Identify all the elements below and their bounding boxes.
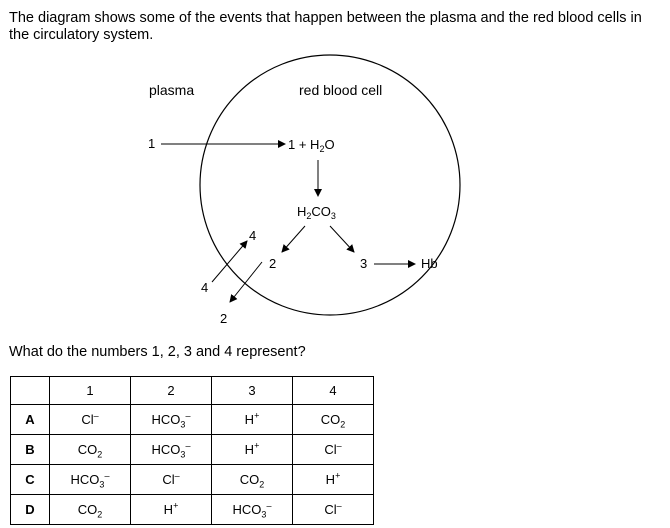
question-text: What do the numbers 1, 2, 3 and 4 represent? (9, 344, 306, 360)
option-label: D (11, 495, 50, 525)
number-2-inner-label: 2 (269, 256, 277, 271)
formula-base: Cl (162, 472, 175, 487)
formula-superscript: + (335, 470, 341, 481)
answer-table-header-row (11, 377, 374, 405)
answer-cell (131, 495, 212, 525)
number-4-outer-label: 4 (201, 280, 209, 295)
answer-row-d (11, 495, 374, 525)
formula-base: HCO (70, 472, 100, 487)
answer-cell (131, 405, 212, 435)
answer-table (10, 376, 374, 525)
formula-base: CO (77, 502, 98, 517)
answer-cell (212, 435, 293, 465)
formula-subscript: 2 (97, 449, 103, 460)
formula-base: CO (239, 472, 260, 487)
formula-superscript: – (185, 410, 191, 421)
formula-superscript: – (185, 440, 191, 451)
formula-superscript: – (266, 500, 272, 511)
answer-row-c (11, 465, 374, 495)
answer-cell (212, 405, 293, 435)
arrow-4-into-cell (212, 241, 247, 282)
formula-subscript: 3 (180, 449, 186, 460)
formula-base: HCO (232, 502, 262, 517)
formula-base: Cl (324, 442, 337, 457)
arrow-2-out-of-cell (230, 262, 262, 302)
intro-text: The diagram shows some of the events that happen between the plasma and the red blood cells in the circulatory system. (9, 10, 642, 43)
formula-superscript: + (254, 440, 260, 451)
number-2-outer-label: 2 (220, 311, 228, 326)
answer-row-b (11, 435, 374, 465)
formula-superscript: + (173, 500, 179, 511)
formula-base: CO (77, 442, 98, 457)
carbonic-acid-label: $H_2CO_3$ (297, 204, 336, 221)
formula-base: HCO (151, 412, 181, 427)
reactants-label: $1 + H_2O$ (288, 137, 335, 154)
haemoglobin-label: Hb (421, 256, 438, 271)
formula-base: H (325, 472, 336, 487)
arrow-2-inner (282, 226, 305, 252)
formula-base: CO (320, 412, 341, 427)
number-3-label: 3 (360, 256, 368, 271)
formula-subscript: 2 (340, 419, 346, 430)
formula-base: Cl (324, 502, 337, 517)
formula-base: Cl (81, 412, 94, 427)
option-label: A (11, 405, 50, 435)
answer-cell (212, 465, 293, 495)
red-blood-cell-label: red blood cell (299, 82, 383, 98)
answer-cell (50, 405, 131, 435)
formula-subscript: 3 (180, 419, 186, 430)
header-cell: 3 (212, 377, 293, 405)
formula-superscript: – (104, 470, 110, 481)
formula-subscript: 3 (99, 479, 105, 490)
answer-cell (50, 465, 131, 495)
formula-base: H (244, 412, 255, 427)
header-cell: 1 (50, 377, 131, 405)
arrow-3-inner (330, 226, 354, 252)
option-label: C (11, 465, 50, 495)
formula-superscript: – (174, 470, 180, 481)
header-cell: 2 (131, 377, 212, 405)
answer-cell (50, 495, 131, 525)
answer-cell (293, 465, 374, 495)
number-4-inner-label: 4 (249, 228, 257, 243)
answer-cell (293, 435, 374, 465)
formula-base: H (244, 442, 255, 457)
formula-superscript: – (93, 410, 99, 421)
formula-superscript: – (336, 500, 342, 511)
formula-superscript: + (254, 410, 260, 421)
header-corner-cell (11, 377, 50, 405)
answer-cell (131, 465, 212, 495)
header-cell: 4 (293, 377, 374, 405)
answer-cell (131, 435, 212, 465)
answer-cell (293, 495, 374, 525)
plasma-label: plasma (149, 82, 195, 98)
option-label: B (11, 435, 50, 465)
formula-subscript: 3 (261, 509, 267, 520)
formula-base: H (163, 502, 174, 517)
formula-superscript: – (336, 440, 342, 451)
number-1-label: 1 (148, 136, 156, 151)
answer-cell (50, 435, 131, 465)
formula-subscript: 2 (259, 479, 265, 490)
formula-subscript: 2 (97, 509, 103, 520)
answer-row-a (11, 405, 374, 435)
answer-cell (212, 495, 293, 525)
formula-base: HCO (151, 442, 181, 457)
answer-cell (293, 405, 374, 435)
